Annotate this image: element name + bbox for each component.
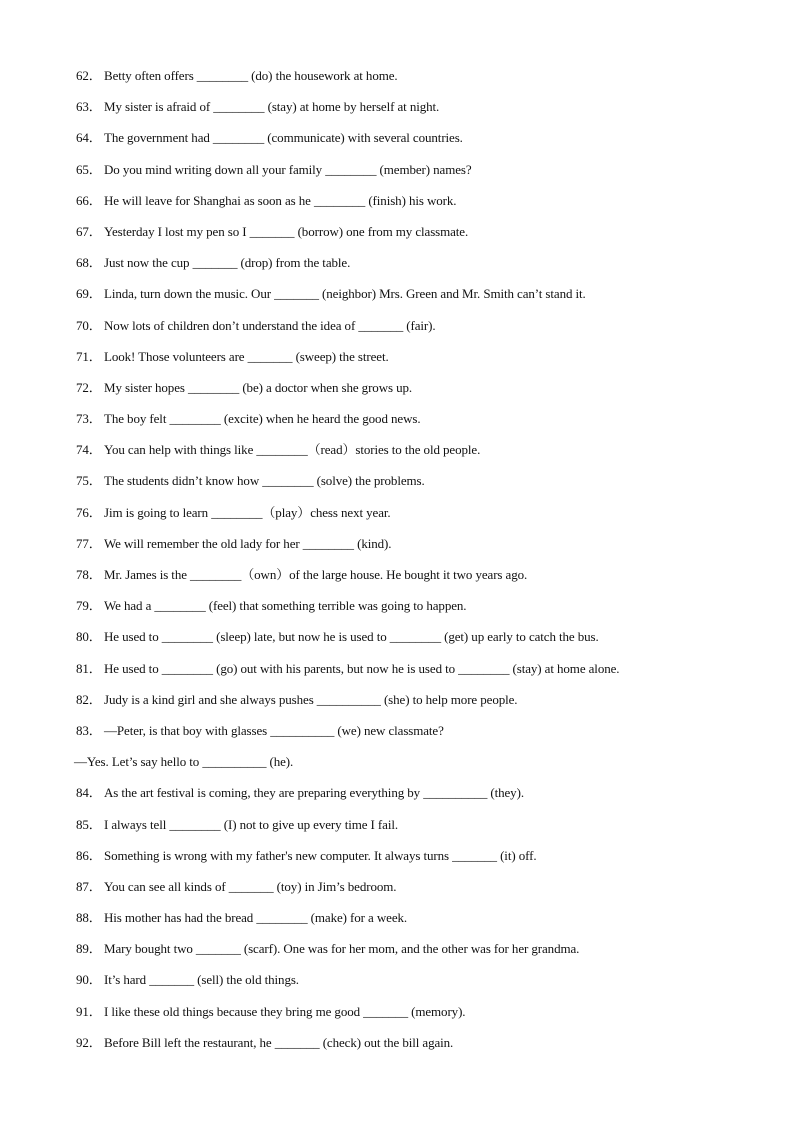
exercise-item-66	[76, 191, 756, 222]
exercise-text: Judy is a kind girl and she always pushes __________ (she) to help more people.	[104, 691, 518, 707]
exercise-number: 91．	[76, 1003, 102, 1019]
exercise-number: 63．	[76, 99, 102, 115]
exercise-number: 85．	[76, 816, 102, 832]
exercise-number: 83．	[76, 722, 102, 738]
exercise-item-67	[76, 222, 756, 253]
exercise-item-77	[76, 534, 756, 565]
exercise-number: 65．	[76, 161, 102, 177]
exercise-text: My sister is afraid of ________ (stay) at home by herself at night.	[104, 99, 440, 115]
exercise-number: 80．	[76, 629, 102, 645]
exercise-item-63	[76, 97, 756, 128]
exercise-item-82	[76, 690, 756, 721]
exercise-item-75	[76, 471, 756, 502]
exercise-number: 78．	[76, 567, 102, 582]
exercise-number: 72．	[76, 379, 102, 395]
exercise-number: 79．	[76, 598, 102, 614]
exercise-number: 84．	[76, 785, 102, 801]
exercise-item-83-reply	[74, 752, 756, 783]
exercise-item-70	[76, 316, 756, 347]
exercise-number: 82．	[76, 691, 102, 707]
exercise-number: 76．	[76, 504, 102, 520]
exercise-number: 75．	[76, 473, 102, 489]
exercise-text: He will leave for Shanghai as soon as he ________ (finish) his work.	[104, 192, 457, 208]
exercise-item-90	[76, 970, 756, 1001]
exercise-number: 66．	[76, 192, 102, 208]
exercise-text: —Yes. Let’s say hello to __________ (he).	[74, 754, 294, 770]
exercise-item-69	[76, 284, 756, 315]
exercise-number: 70．	[76, 317, 102, 333]
exercise-item-65	[76, 160, 756, 191]
exercise-list	[76, 66, 756, 1064]
exercise-number: 92．	[76, 1034, 102, 1050]
exercise-item-73	[76, 409, 756, 440]
exercise-item-83	[76, 721, 756, 752]
exercise-text: We had a ________ (feel) that something terrible was going to happen.	[104, 598, 467, 614]
exercise-item-87	[76, 877, 756, 908]
exercise-text: Mary bought two _______ (scarf). One was for her mom, and the other was for her grandma.	[104, 941, 580, 957]
exercise-text: My sister hopes ________ (be) a doctor when she grows up.	[104, 379, 413, 395]
exercise-item-80	[76, 627, 756, 658]
exercise-text: As the art festival is coming, they are preparing everything by __________ (they).	[104, 785, 524, 801]
exercise-text: The boy felt ________ (excite) when he heard the good news.	[104, 411, 421, 427]
exercise-number: 68．	[76, 255, 102, 271]
exercise-item-78	[76, 565, 756, 596]
exercise-text: He used to ________ (sleep) late, but now he is used to ________ (get) up early to catch the bus.	[104, 629, 599, 645]
exercise-number: 88．	[76, 910, 102, 926]
exercise-number: 86．	[76, 847, 102, 863]
exercise-item-76	[76, 503, 756, 534]
exercise-text: The government had ________ (communicate) with several countries.	[104, 130, 463, 146]
exercise-text: I always tell ________ (I) not to give up every time I fail.	[104, 816, 399, 832]
exercise-item-64	[76, 128, 756, 159]
exercise-text: Do you mind writing down all your family ________ (member) names?	[104, 161, 472, 177]
exercise-text: Just now the cup _______ (drop) from the table.	[104, 255, 351, 271]
exercise-item-72	[76, 378, 756, 409]
exercise-item-85	[76, 815, 756, 846]
exercise-text: His mother has had the bread ________ (make) for a week.	[104, 910, 408, 926]
exercise-text: It’s hard _______ (sell) the old things.	[104, 972, 299, 988]
exercise-item-81	[76, 659, 756, 690]
exercise-text: Betty often offers ________ (do) the housework at home.	[104, 68, 398, 83]
exercise-text: You can help with things like ________（read）stories to the old people.	[104, 442, 481, 458]
exercise-item-71	[76, 347, 756, 378]
exercise-number: 71．	[76, 348, 102, 364]
exercise-number: 89．	[76, 941, 102, 957]
exercise-number: 81．	[76, 660, 102, 676]
exercise-text: He used to ________ (go) out with his parents, but now he is used to ________ (stay) at home alone.	[104, 660, 620, 676]
exercise-number: 90．	[76, 972, 102, 988]
exercise-text: Yesterday I lost my pen so I _______ (borrow) one from my classmate.	[104, 223, 469, 239]
exercise-number: 73．	[76, 411, 102, 427]
exercise-text: I like these old things because they bring me good _______ (memory).	[104, 1003, 466, 1019]
exercise-text: You can see all kinds of _______ (toy) in Jim’s bedroom.	[104, 878, 397, 894]
exercise-item-68	[76, 253, 756, 284]
exercise-text: We will remember the old lady for her ________ (kind).	[104, 535, 392, 551]
exercise-number: 64．	[76, 130, 102, 146]
exercise-number: 62．	[76, 68, 102, 83]
exercise-number: 74．	[76, 442, 102, 458]
exercise-number: 87．	[76, 878, 102, 894]
exercise-text: Before Bill left the restaurant, he _______ (check) out the bill again.	[104, 1034, 454, 1050]
exercise-text: Something is wrong with my father's new computer. It always turns _______ (it) off.	[104, 847, 537, 863]
exercise-text: Look! Those volunteers are _______ (sweep) the street.	[104, 348, 389, 364]
exercise-text: —Peter, is that boy with glasses __________ (we) new classmate?	[104, 722, 444, 738]
exercise-item-89	[76, 939, 756, 970]
exercise-text: Mr. James is the ________（own）of the large house. He bought it two years ago.	[104, 567, 528, 582]
exercise-number: 69．	[76, 286, 102, 302]
exercise-item-92	[76, 1033, 756, 1064]
exercise-number: 77．	[76, 535, 102, 551]
exercise-item-88	[76, 908, 756, 939]
exercise-item-74	[76, 440, 756, 471]
exercise-text: Jim is going to learn ________（play）chess next year.	[104, 504, 391, 520]
exercise-text: Linda, turn down the music. Our _______ (neighbor) Mrs. Green and Mr. Smith can’t stand it.	[104, 286, 586, 302]
exercise-text: The students didn’t know how ________ (solve) the problems.	[104, 473, 425, 489]
exercise-item-79	[76, 596, 756, 627]
exercise-item-84	[76, 783, 756, 814]
exercise-item-91	[76, 1002, 756, 1033]
exercise-item-86	[76, 846, 756, 877]
exercise-item-62	[76, 66, 756, 97]
exercise-number: 67．	[76, 223, 102, 239]
exercise-text: Now lots of children don’t understand the idea of _______ (fair).	[104, 317, 436, 333]
